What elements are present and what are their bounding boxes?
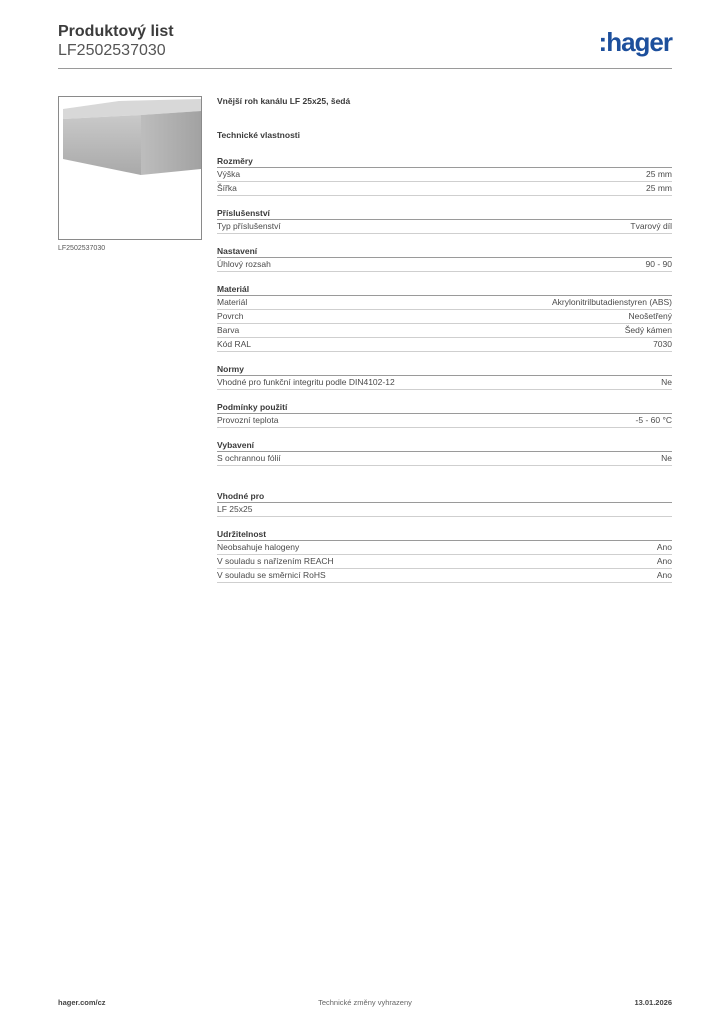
spec-row: [217, 258, 672, 272]
section-sustainability: [217, 528, 672, 583]
section-title: Vhodné pro: [217, 490, 672, 503]
spec-label: Výška: [217, 169, 241, 179]
spec-value: Tvarový díl: [630, 221, 672, 231]
section-title: Nastavení: [217, 245, 672, 258]
spec-value: Akrylonitrilbutadienstyren (ABS): [552, 297, 672, 307]
spec-row: [217, 338, 672, 352]
section-equipment: [217, 439, 672, 466]
spec-label: LF 25x25: [217, 504, 253, 514]
spec-row: [217, 376, 672, 390]
page-header: [58, 22, 174, 60]
spec-label: V souladu s nařízením REACH: [217, 556, 334, 566]
header-divider: [58, 68, 672, 69]
spec-row: [217, 168, 672, 182]
spec-row: [217, 182, 672, 196]
spec-row: [217, 452, 672, 466]
section-title: Podmínky použití: [217, 401, 672, 414]
spec-label: Barva: [217, 325, 240, 335]
spec-value: Šedý kámen: [624, 325, 672, 335]
spec-row: [217, 541, 672, 555]
spec-row: [217, 503, 672, 517]
section-title: Normy: [217, 363, 672, 376]
spec-row: [217, 220, 672, 234]
product-code: LF2502537030: [58, 42, 166, 59]
hager-logo: :hager: [598, 27, 672, 57]
spec-row: [217, 555, 672, 569]
spec-label: Šířka: [217, 183, 237, 193]
tech-heading: Technické vlastnosti: [217, 130, 300, 140]
spec-value: 25 mm: [646, 169, 672, 179]
section-conditions: [217, 401, 672, 428]
spec-value: -5 - 60 °C: [635, 415, 672, 425]
spec-value: 25 mm: [646, 183, 672, 193]
footer-website-link[interactable]: hager.com/cz: [58, 998, 106, 1007]
spec-row: [217, 296, 672, 310]
spec-value: Ano: [656, 556, 672, 566]
spec-row: [217, 414, 672, 428]
section-norms: [217, 363, 672, 390]
spec-value: Ano: [656, 542, 672, 552]
spec-value: 7030: [653, 339, 672, 349]
section-dimensions: [217, 155, 672, 196]
section-title: Příslušenství: [217, 207, 672, 220]
spec-label: Provozní teplota: [217, 415, 279, 425]
spec-value: Neošetřený: [628, 311, 672, 321]
spec-value: 90 - 90: [645, 259, 672, 269]
section-settings: [217, 245, 672, 272]
section-accessories: [217, 207, 672, 234]
spec-label: Neobsahuje halogeny: [217, 542, 300, 552]
document-title: Produktový list: [58, 23, 174, 40]
spec-row: [217, 310, 672, 324]
product-render-icon: [59, 97, 201, 239]
section-suitable-for: [217, 490, 672, 517]
spec-label: Typ příslušenství: [217, 221, 281, 231]
section-title: Materiál: [217, 283, 672, 296]
section-title: Vybavení: [217, 439, 672, 452]
spec-label: Kód RAL: [217, 339, 252, 349]
spec-value: Ne: [661, 453, 672, 463]
spec-label: Vhodné pro funkční integritu podle DIN4102-12: [217, 377, 395, 387]
image-caption: LF2502537030: [58, 245, 106, 252]
spec-label: Úhlový rozsah: [217, 259, 271, 269]
spec-value: Ano: [656, 570, 672, 580]
spec-label: Materiál: [217, 297, 248, 307]
spec-row: [217, 569, 672, 583]
product-image: [58, 96, 202, 240]
spec-label: V souladu se směrnicí RoHS: [217, 570, 326, 580]
product-name: Vnější roh kanálu LF 25x25, šedá: [217, 96, 351, 106]
spec-value: Ne: [661, 377, 672, 387]
section-title: Rozměry: [217, 155, 672, 168]
section-material: [217, 283, 672, 352]
spec-label: Povrch: [217, 311, 244, 321]
section-title: Udržitelnost: [217, 528, 672, 541]
spec-label: S ochrannou fólií: [217, 453, 281, 463]
spec-content: [217, 96, 672, 583]
footer-date: 13.01.2026: [634, 998, 672, 1007]
spec-row: [217, 324, 672, 338]
footer-disclaimer: Technické změny vyhrazeny: [318, 998, 412, 1007]
